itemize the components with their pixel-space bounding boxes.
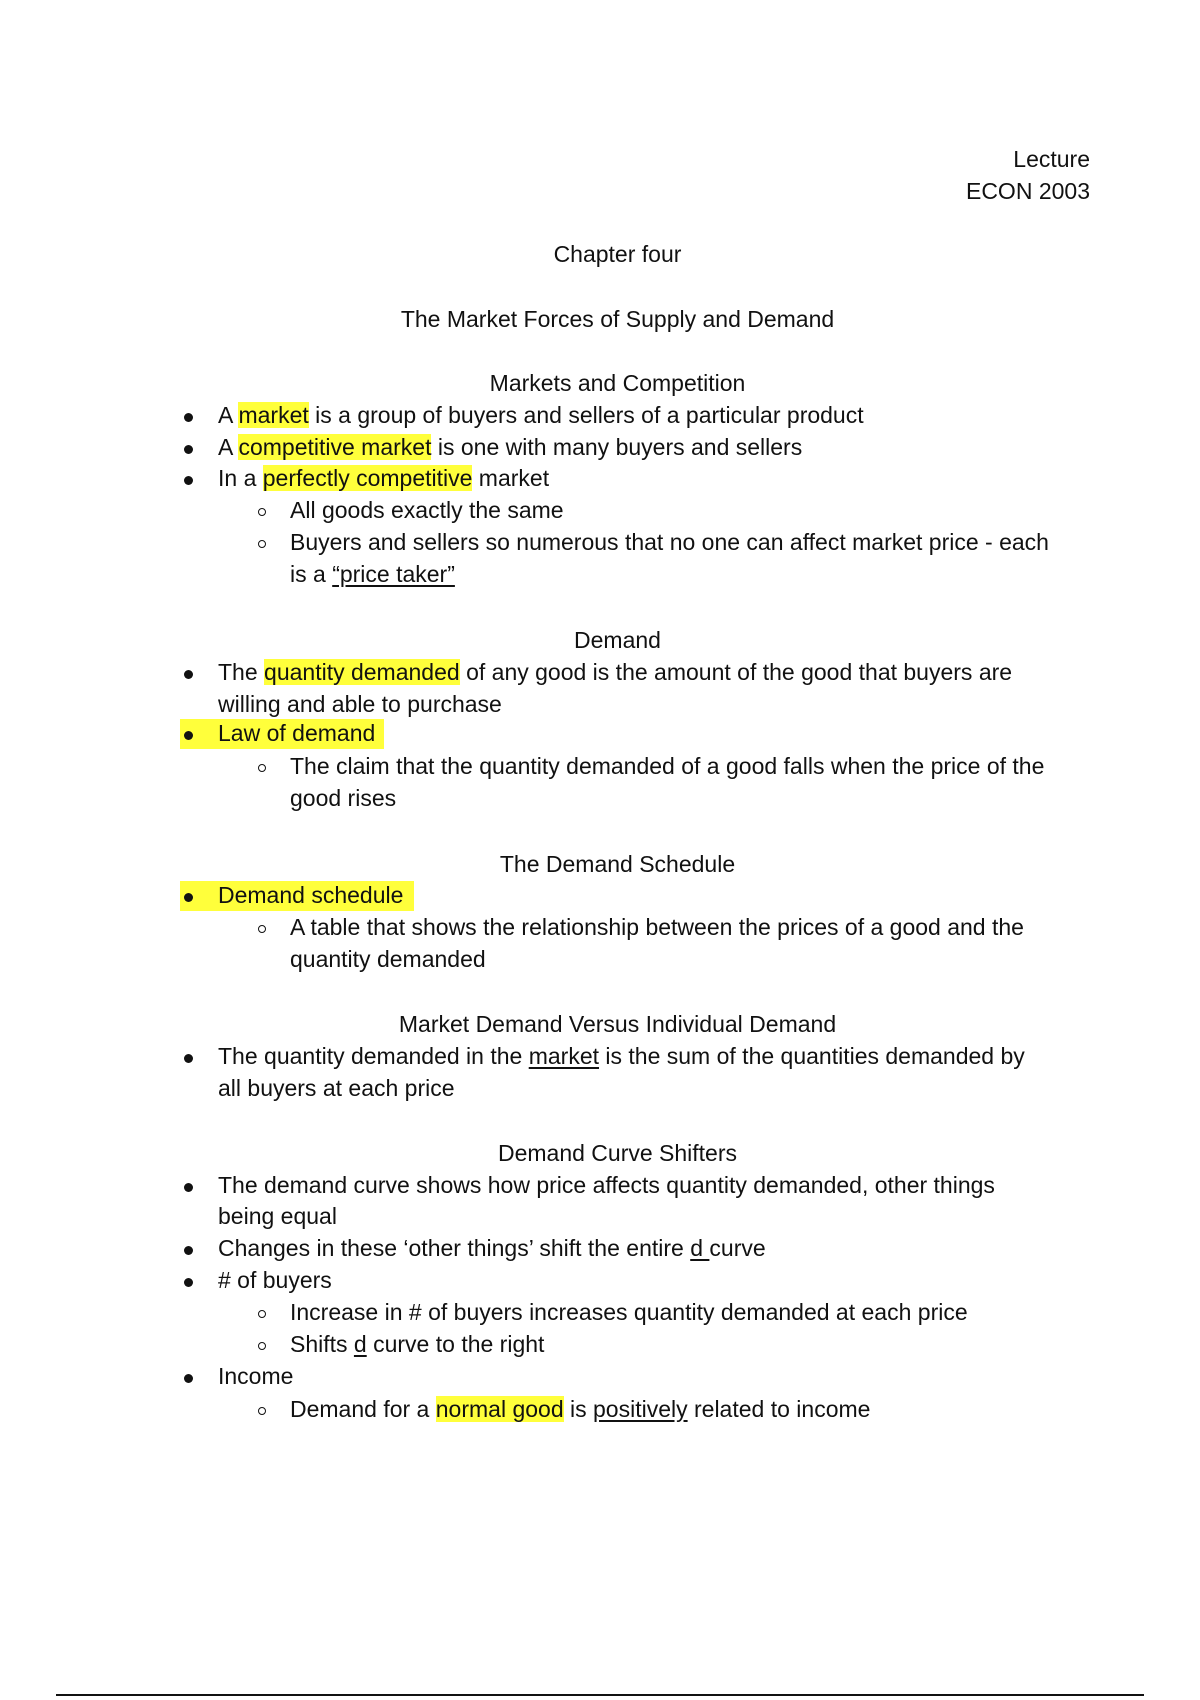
list-item-buyers: # of buyers: [218, 1267, 332, 1293]
underlined-term: positively: [593, 1396, 688, 1422]
list-item-income: Income: [218, 1363, 294, 1389]
bullet-dot: [184, 1054, 193, 1063]
footer-rule: [56, 1694, 1144, 1696]
sub-bullet-circle: [258, 1342, 266, 1350]
bullet-dot: [184, 1374, 193, 1383]
highlighted-term: normal good: [435, 1396, 564, 1422]
course-type: Lecture: [1013, 146, 1090, 172]
document-title: The Market Forces of Supply and Demand: [400, 306, 835, 332]
section-heading-markets: Markets and Competition: [489, 370, 746, 396]
sub-item-shifts-right: Shifts d curve to the right: [290, 1331, 545, 1357]
list-item-market-demand-line2: all buyers at each price: [218, 1075, 455, 1101]
sub-bullet-circle: [258, 1310, 266, 1318]
sub-item-law-line2: good rises: [290, 785, 397, 811]
underlined-term: market: [528, 1043, 600, 1069]
chapter-heading: Chapter four: [553, 241, 682, 267]
bullet-dot: [184, 445, 193, 454]
bullet-dot: [184, 1246, 193, 1255]
list-item-demand-curve-line1: The demand curve shows how price affects quantity demanded, other things: [218, 1172, 995, 1198]
highlighted-term: quantity demanded: [264, 659, 460, 685]
section-heading-demand: Demand: [574, 627, 661, 653]
sub-item-schedule-line2: quantity demanded: [290, 946, 486, 972]
bullet-dot: [184, 476, 193, 485]
highlighted-term: perfectly competitive: [262, 465, 473, 491]
bullet-dot: [184, 731, 193, 740]
sub-bullet-circle: [258, 1407, 266, 1415]
sub-bullet-circle: [258, 925, 266, 933]
list-item-other-things: Changes in these ‘other things’ shift the entire d curve: [218, 1235, 766, 1261]
list-item-demand-schedule: Demand schedule: [218, 882, 404, 908]
section-heading-shifters: Demand Curve Shifters: [497, 1140, 738, 1166]
list-item-quantity-demanded-line2: willing and able to purchase: [218, 691, 502, 717]
list-item-quantity-demanded: The quantity demanded of any good is the amount of the good that buyers are: [218, 659, 1013, 685]
sub-item-increase-buyers: Increase in # of buyers increases quantity demanded at each price: [290, 1299, 968, 1325]
list-item-law-of-demand: Law of demand: [218, 720, 376, 746]
sub-bullet-circle: [258, 764, 266, 772]
list-item-perfectly-competitive: In a perfectly competitive market: [218, 465, 550, 491]
section-heading-schedule: The Demand Schedule: [499, 851, 736, 877]
list-item-demand-curve-line2: being equal: [218, 1203, 337, 1229]
bullet-dot: [184, 670, 193, 679]
section-heading-market-vs-individual: Market Demand Versus Individual Demand: [398, 1011, 837, 1037]
sub-item-schedule-line1: A table that shows the relationship between the prices of a good and the: [290, 914, 1024, 940]
bullet-dot: [184, 413, 193, 422]
underlined-term: “price taker”: [332, 561, 455, 587]
list-item-competitive-market: A competitive market is one with many buyers and sellers: [218, 434, 803, 460]
sub-item-numerous-line1: Buyers and sellers so numerous that no one can affect market price - each: [290, 529, 1049, 555]
sub-item-goods-same: All goods exactly the same: [290, 497, 564, 523]
sub-bullet-circle: [258, 540, 266, 548]
bullet-dot: [184, 1183, 193, 1192]
highlighted-term: competitive market: [238, 434, 432, 460]
sub-bullet-circle: [258, 508, 266, 516]
highlighted-term: market: [238, 402, 309, 428]
bullet-dot: [184, 1278, 193, 1287]
course-code: ECON 2003: [965, 178, 1090, 204]
underlined-term: d: [690, 1235, 710, 1261]
list-item-market: A market is a group of buyers and sellers of a particular product: [218, 402, 864, 428]
sub-item-numerous-line2: is a “price taker”: [290, 561, 455, 587]
sub-item-normal-good: Demand for a normal good is positively related to income: [290, 1396, 871, 1422]
sub-item-law-line1: The claim that the quantity demanded of a good falls when the price of the: [290, 753, 1045, 779]
underlined-term: d: [353, 1331, 367, 1357]
list-item-market-demand: The quantity demanded in the market is the sum of the quantities demanded by: [218, 1043, 1025, 1069]
bullet-dot: [184, 893, 193, 902]
